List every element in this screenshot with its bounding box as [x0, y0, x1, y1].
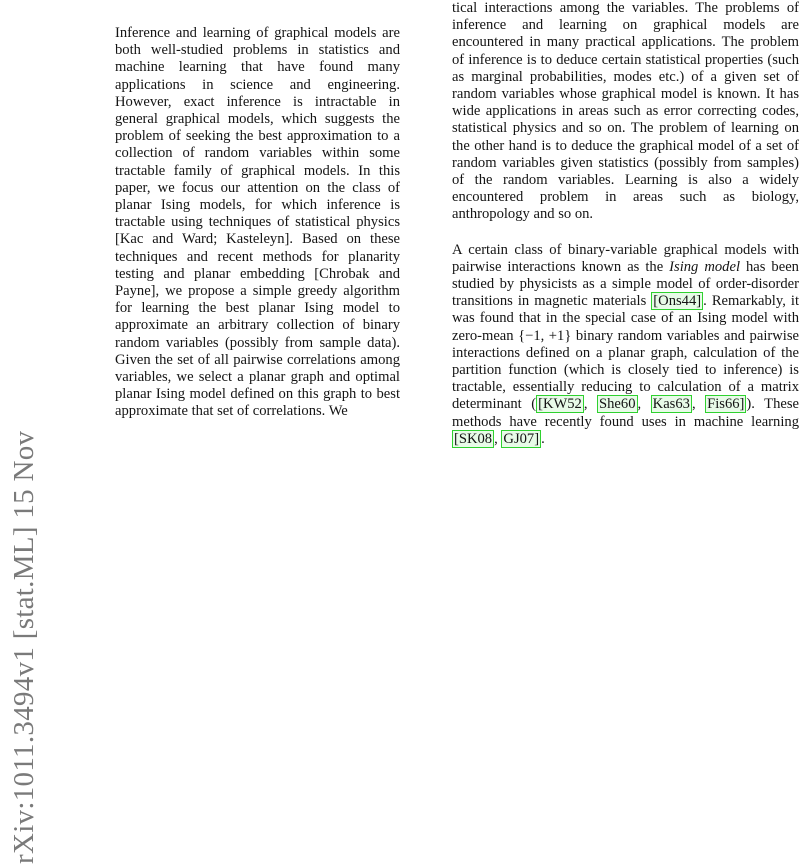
intro-paragraph-2: A certain class of binary-variable graphical models with pairwise interactions known as the Ising model has been studied by physicists as a simple model of order-disorder transitions in magnetic materials [Ons44] . Remarkably, it was found that in the special case of an Ising model with zero-mean {−1, +1} binary random variables and pairwise interactions defined on a planar graph, calculation of the partition function (which is closely tied to inference) is tractable, essentially reducing to calculation of a matrix determinant ( [KW52 , She60 , Kas63 , Fis66] ). These methods have recently found uses in machine learning [SK08 , GJ07] .	[452, 241, 800, 447]
citation-ons44[interactable]: [Ons44]	[653, 293, 702, 310]
citation-sk08[interactable]: [SK08	[454, 430, 493, 447]
text-run: .	[541, 430, 545, 447]
ising-model-term: Ising model	[669, 258, 740, 275]
citation-kw52[interactable]: [KW52	[538, 396, 582, 413]
citation-fis66[interactable]: Fis66]	[707, 396, 745, 413]
text-run: . Remarkably, it was found that in the special case of an Ising model with zero-mean {−1, +1} binary random variables and pairwise interactions defined on a planar graph, calculation of the partition function (which is closely tied to inference) is tractable, essentially reducing to calculation of a matrix determinant	[452, 293, 799, 413]
citation-she60[interactable]: She60	[599, 396, 636, 413]
arxiv-identifier: rXiv:1011.3494v1 [stat.ML] 15 Nov	[8, 430, 40, 864]
introduction-column	[452, 0, 799, 448]
abstract-column	[115, 25, 400, 421]
citation-kas63[interactable]: Kas63	[652, 396, 690, 413]
arxiv-sidebar	[0, 0, 44, 864]
text-run: A certain class of binary-variable graphical models with pairwise interactions known as the	[452, 241, 799, 275]
citation-gj07[interactable]: GJ07]	[503, 430, 540, 447]
text-run: has been studied by physicists as a simple model of order-disorder transitions in magnetic materials	[452, 258, 799, 310]
intro-paragraph-1: tical interactions among the variables. The problems of inference and learning on graphical models are encountered in many practical applications. The problem of inference is to deduce certain statistical properties (such as marginal probabilities, modes etc.) of a given set of random variables whose graphical model is known. It has wide applications in areas such as error correcting codes, statistical physics and so on. The problem of learning on the other hand is to deduce the graphical model of a set of random variables given statistics (possibly from samples) of the random variables. Learning is also a widely encountered problem in areas such as biology, anthropology and so on.	[452, 0, 799, 223]
text-run: ). These methods have recently found uses in machine learning	[452, 396, 800, 430]
abstract-text: Inference and learning of graphical models are both well-studied problems in statistics and machine learning that have found many applications in science and engineering. However, exact inference is intractable in general graphical models, which suggests the problem of seeking the best approximation to a collection of random variables within some tractable family of graphical models. In this paper, we focus our attention on the class of planar Ising models, for which inference is tractable using techniques of statistical physics [Kac and Ward; Kasteleyn]. Based on these techniques and recent methods for planarity testing and planar embedding [Chrobak and Payne], we propose a simple greedy algorithm for learning the best planar Ising model to approximate an arbitrary collection of binary random variables (possibly from sample data). Given the set of all pairwise correlations among variables, we select a planar graph and optimal planar Ising model defined on this graph to best approximate that set of correlations. We	[115, 25, 400, 420]
